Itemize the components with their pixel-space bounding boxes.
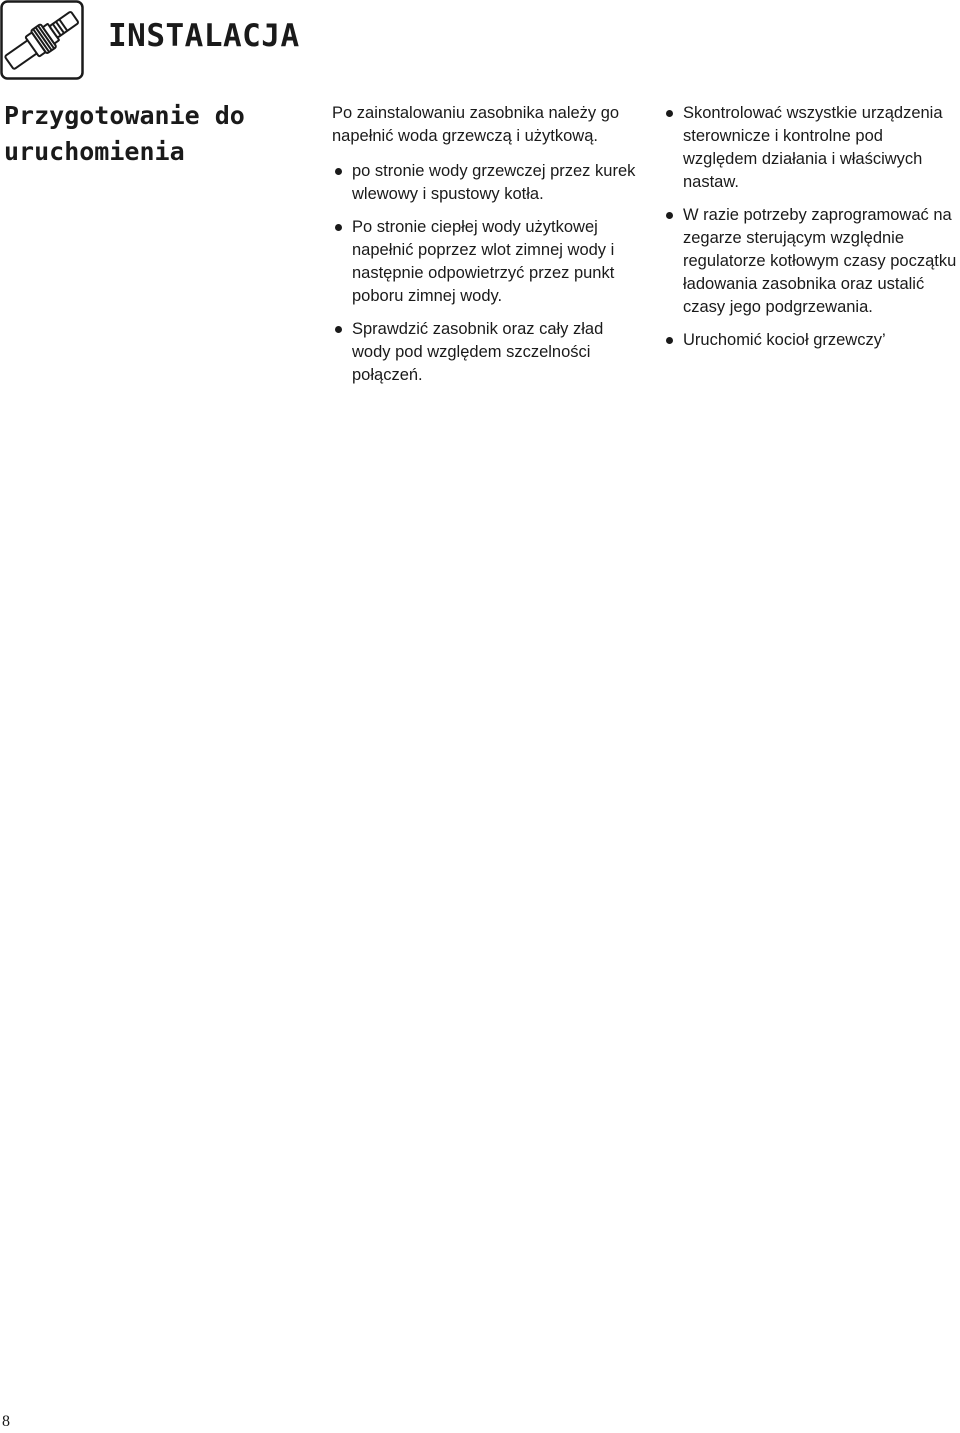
list-item-text: Skontrolować wszystkie urządzenia sterownicze i kontrolne pod względem działania i właściwych nastaw. <box>683 104 943 191</box>
section-title-line-2: uruchomienia <box>4 137 185 166</box>
bullet-icon <box>666 110 673 117</box>
list-item-text: Sprawdzić zasobnik oraz cały zład wody pod względem szczelności połączeń. <box>352 320 604 384</box>
page-title: INSTALACJA <box>108 18 300 54</box>
list-item-text: W razie potrzeby zaprogramować na zegarze sterującym względnie regulatorze kotłowym czasy początku ładowania zasobnika oraz ustalić czasy jego podgrzewania. <box>683 206 957 316</box>
page-number: 8 <box>2 1413 10 1430</box>
list-item <box>332 318 642 387</box>
bullet-icon <box>666 337 673 344</box>
right-bullet-list <box>663 102 960 352</box>
section-title-line-1: Przygotowanie do <box>4 101 245 130</box>
pipe-fitting-icon <box>0 0 84 80</box>
list-item <box>663 102 960 194</box>
section-title <box>4 98 294 170</box>
bullet-icon <box>666 212 673 219</box>
list-item <box>332 216 642 308</box>
middle-column <box>332 102 642 397</box>
list-item-text: Po stronie ciepłej wody użytkowej napełnić poprzez wlot zimnej wody i następnie odpowietrzyć przez punkt poboru zimnej wody. <box>352 218 615 305</box>
bullet-icon <box>335 168 342 175</box>
intro-paragraph: Po zainstalowaniu zasobnika należy go napełnić woda grzewczą i użytkową. <box>332 104 620 145</box>
bullet-icon <box>335 326 342 333</box>
list-item <box>332 160 642 206</box>
list-item <box>663 329 960 352</box>
list-item-text: po stronie wody grzewczej przez kurek wlewowy i spustowy kotła. <box>352 162 636 203</box>
list-item-text: Uruchomić kocioł grzewczy’ <box>683 331 886 349</box>
list-item <box>663 204 960 319</box>
right-column <box>663 102 960 362</box>
middle-bullet-list <box>332 160 642 387</box>
bullet-icon <box>335 224 342 231</box>
